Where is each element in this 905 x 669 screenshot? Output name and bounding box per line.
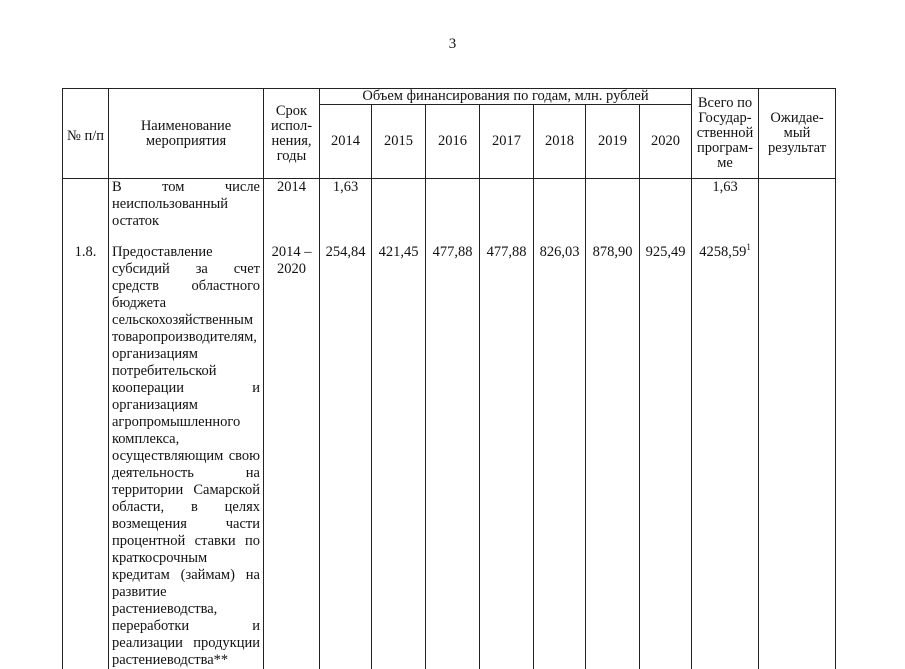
header-funding-group: Объем финансирования по годам, млн. рублей <box>320 89 692 105</box>
header-year: 2015 <box>372 105 426 179</box>
header-year: 2019 <box>586 105 640 179</box>
row-value: 477,88 <box>426 230 480 669</box>
row-total-footnote: 1 <box>746 242 751 253</box>
row-term: 2014 – 2020 <box>264 230 320 669</box>
row-total-value: 1,63 <box>712 179 738 195</box>
header-year: 2014 <box>320 105 372 179</box>
header-term: Срок испол-нения, годы <box>264 89 320 179</box>
table-row <box>63 230 836 669</box>
row-value: 1,63 <box>320 179 372 231</box>
row-value: 477,88 <box>480 230 534 669</box>
row-value: 254,84 <box>320 230 372 669</box>
row-term: 2014 <box>264 179 320 231</box>
header-year: 2016 <box>426 105 480 179</box>
row-value: 421,45 <box>372 230 426 669</box>
row-num: 1.8. <box>63 230 109 669</box>
table-row <box>63 179 836 231</box>
row-value <box>534 179 586 231</box>
header-total: Всего по Государ-ственной програм-ме <box>692 89 759 179</box>
row-num <box>63 179 109 231</box>
row-result <box>759 230 836 669</box>
page-number: 3 <box>448 36 457 52</box>
header-year: 2020 <box>640 105 692 179</box>
row-result <box>759 179 836 231</box>
row-value: 925,49 <box>640 230 692 669</box>
row-value <box>480 179 534 231</box>
row-value <box>640 179 692 231</box>
header-num: № п/п <box>63 89 109 179</box>
row-value <box>372 179 426 231</box>
row-name: В том числе неиспользованный остаток <box>109 179 264 231</box>
header-name: Наименование мероприятия <box>109 89 264 179</box>
row-value: 878,90 <box>586 230 640 669</box>
header-result: Ожидае-мый результат <box>759 89 836 179</box>
header-year: 2018 <box>534 105 586 179</box>
row-value <box>586 179 640 231</box>
row-value: 826,03 <box>534 230 586 669</box>
row-name: Предоставление субсидий за счет средств областного бюджета сельскохозяйственным товаропроизводителям, организациям потребительской кооперации и организациям агропромышленного комплекса, осуществляющим свою деятельность на территории Самарской области, в целях возмещения части процентной ставки по краткосрочным кредитам (займам) на развитие растениеводства, переработки и реализации продукции растениеводства** <box>109 230 264 669</box>
row-value <box>426 179 480 231</box>
row-total <box>692 179 759 231</box>
row-total <box>692 230 759 669</box>
row-total-value: 4258,59 <box>699 244 747 260</box>
program-table <box>62 88 836 669</box>
header-year: 2017 <box>480 105 534 179</box>
